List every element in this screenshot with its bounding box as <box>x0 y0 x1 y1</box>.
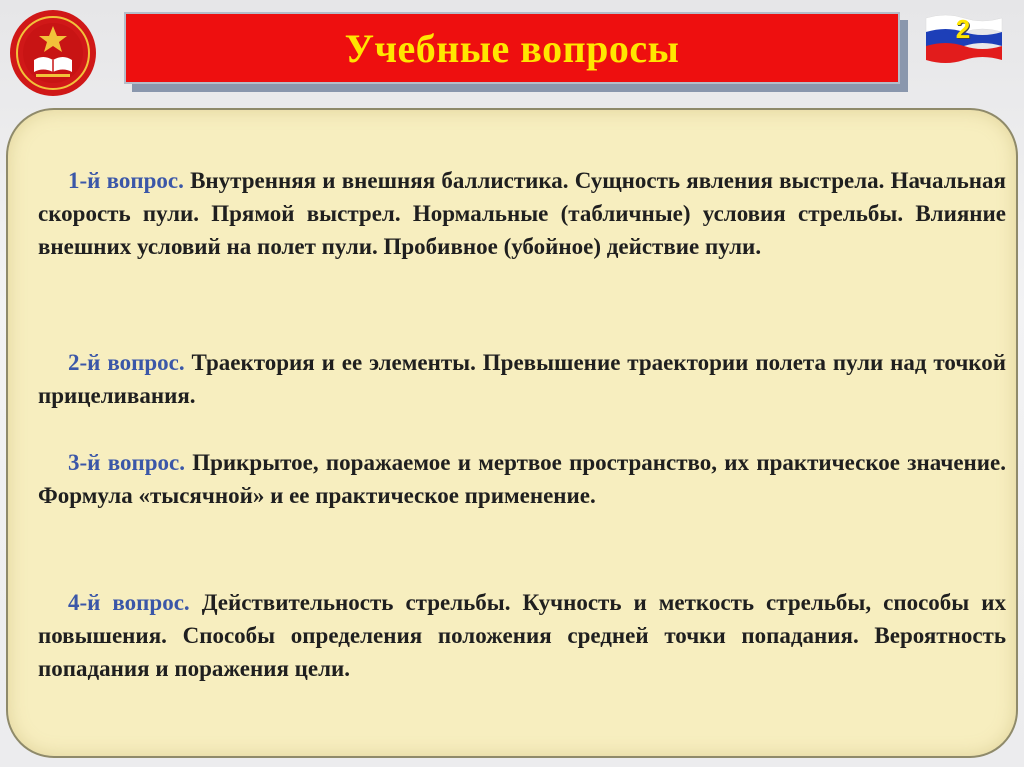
question-3-text: Прикрытое, поражаемое и мертвое пространство, их практическое значение. Формула «тысячной» и ее практическое применение. <box>38 450 1007 508</box>
question-2 <box>38 346 1006 412</box>
slide-title: Учебные вопросы <box>344 25 680 71</box>
question-2-text: Траектория и ее элементы. Превышение траектории полета пули над точкой прицеливания. <box>38 350 1007 408</box>
question-3 <box>38 446 1006 512</box>
question-1-text: Внутренняя и внешняя баллистика. Сущность явления выстрела. Начальная скорость пули. Прямой выстрел. Нормальные (табличные) условия стрельбы. Влияние внешних условий на полет пули. Пробивное (убойное) действие пули. <box>38 168 1006 259</box>
question-4-label: 4-й вопрос. <box>68 590 190 615</box>
page-number: 2 <box>955 14 971 44</box>
title-banner <box>124 12 900 84</box>
question-1-label: 1-й вопрос. <box>68 168 184 193</box>
question-2-label: 2-й вопрос. <box>68 350 185 375</box>
question-1 <box>38 164 1006 263</box>
question-4 <box>38 586 1006 685</box>
question-3-label: 3-й вопрос. <box>68 450 185 475</box>
question-4-text: Действительность стрельбы. Кучность и меткость стрельбы, способы их повышения. Способы определения положения средней точки попадания. Вероятность попадания и поражения цели. <box>38 590 1007 681</box>
questions-panel <box>6 108 1018 758</box>
academy-emblem-icon <box>8 8 98 98</box>
